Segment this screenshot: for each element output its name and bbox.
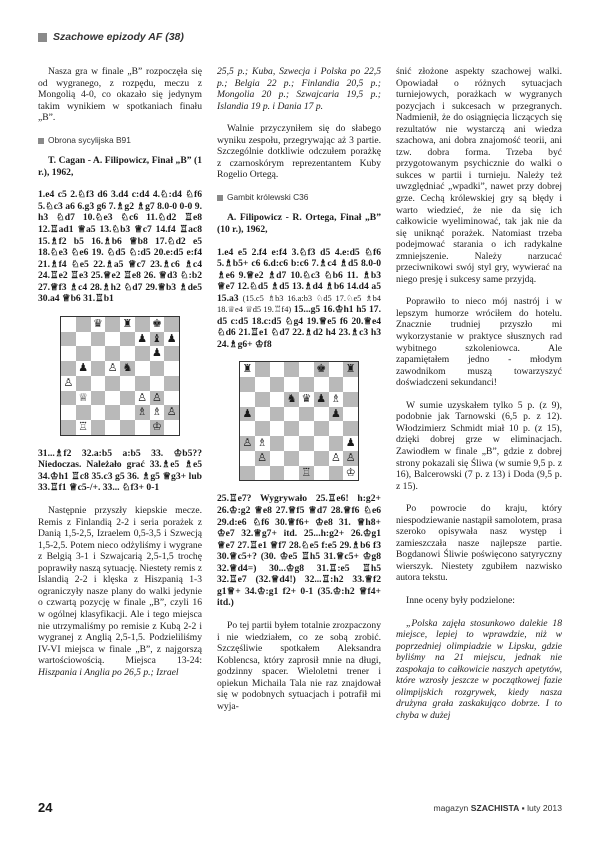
moves-text: 25...h:g2+ 26.♔g1 ♕e7 27.♖e1 ♕f7 28.♘e5 f:e5 29.♗b6 f3 30.♕c5+? (30. ♔e5 ♖h5 31.♕c5+ ♔g8 32.♕d4=) 30...♔g8 31.♖:e5 ♖h5 32.♖e7 (32.♕d4!) 32...♖:h2 33.♕f2 g1♕+ 34.♔:g1 f2+ 0-1 (35.♔:h2 ♕f4+ itd.) — [217, 528, 382, 609]
paragraph: Inne oceny były podzielone: — [406, 594, 515, 606]
board-square: ♛ — [299, 392, 314, 407]
board-square — [343, 377, 358, 392]
chess-diagram-2 — [239, 361, 359, 481]
board-square: ♞ — [284, 392, 299, 407]
board-square: ♟ — [76, 361, 91, 376]
board-square — [135, 376, 150, 391]
paragraph: Po powrocie do kraju, który niespodziewanie nastąpił samolotem, prasa szeroko opisywała nasz występ i zamieszczała nasze najlepsze partie. Bogdanowi Śliwie poświęcono satyryczny wierszyk. Niestety zgubiłem nazwisko autora tekstu. — [396, 503, 562, 584]
board-square: ♜ — [343, 362, 358, 377]
board-square — [76, 405, 91, 420]
board-square — [164, 317, 179, 332]
issue-date: luty 2013 — [527, 803, 562, 813]
board-square — [164, 420, 179, 435]
board-square: ♟ — [343, 436, 358, 451]
board-square — [270, 362, 285, 377]
board-square — [120, 376, 135, 391]
board-square: ♙ — [61, 376, 76, 391]
board-square — [240, 392, 255, 407]
board-square — [105, 346, 120, 361]
board-square: ♙ — [105, 361, 120, 376]
board-square — [105, 405, 120, 420]
board-square — [120, 405, 135, 420]
board-square — [91, 361, 106, 376]
opening-label — [217, 192, 381, 204]
board-square — [270, 392, 285, 407]
board-square: ♗ — [255, 436, 270, 451]
board-square: ♗ — [150, 405, 165, 420]
paragraph: W sumie uzyskałem tylko 5 p. (z 9), podobnie jak Tarnowski (6,5 p. z 12). Włodzimierz Schmidt miał 10 p. (z 15), dzięki dobrej grze w eliminacjach. Zawiodłem w finale „B”, gdzie z dobrej strony pokazali się Śliwa (w sumie 9,5 p. z 16), Balcerowski (7 p. z 13) i Doda (9,5 p. z 15). — [396, 399, 562, 492]
board-square — [270, 436, 285, 451]
square-bullet-icon — [38, 138, 44, 144]
board-square: ♞ — [120, 361, 135, 376]
opening-label-text: Gambit królewski C36 — [227, 191, 309, 202]
board-square — [329, 421, 344, 436]
board-square — [284, 421, 299, 436]
board-square — [61, 317, 76, 332]
board-square: ♙ — [135, 391, 150, 406]
board-square — [255, 466, 270, 481]
board-square — [76, 346, 91, 361]
board-square — [120, 391, 135, 406]
game-continuation: 31...♗f2 32.a:b5 a:b5 33. ♔b5?? Niedoczas. Należało grać 33.♗e5 ♗e5 34.♔h1 ♖c8 35.c3 g5 36. ♗g5 ♕g3+ lub 33.♖f1 ♕c5-/+. 33... ♘f3+ 0-1 — [38, 447, 202, 494]
game-heading: T. Cagan - A. Filipowicz, Finał „B” (1 r.), 1962, — [38, 155, 202, 178]
board-square — [105, 376, 120, 391]
board-square — [105, 317, 120, 332]
board-square — [240, 377, 255, 392]
board-square — [164, 391, 179, 406]
game-heading: A. Filipowicz - R. Ortega, Finał „B” (10 r.), 1962, — [217, 212, 381, 236]
board-square — [329, 377, 344, 392]
board-square — [329, 436, 344, 451]
board-square — [343, 392, 358, 407]
paragraph-emphasis: Hiszpania i Anglia po 26,5 p.; Izrael — [38, 666, 179, 678]
board-square: ♜ — [120, 317, 135, 332]
board-square — [240, 421, 255, 436]
column-2 — [217, 66, 381, 723]
board-square: ♟ — [240, 407, 255, 422]
board-square — [105, 332, 120, 347]
paragraph — [38, 505, 202, 678]
opening-label-text: Obrona sycylijska B91 — [48, 134, 131, 145]
board-square: ♝ — [150, 332, 165, 347]
board-square — [164, 376, 179, 391]
board-square — [299, 421, 314, 436]
moves-note: (15.c5 ♗b3 16.a:b3 ♘d5 17.♘e5 ♗b4 18.♕e4 ♕d5 19.♖f4) — [217, 293, 381, 315]
board-square — [255, 407, 270, 422]
board-square — [61, 391, 76, 406]
board-square — [299, 436, 314, 451]
board-square — [91, 376, 106, 391]
board-square: ♖ — [76, 420, 91, 435]
board-square: ♟ — [150, 346, 165, 361]
separator-square-icon: ▪ — [521, 803, 525, 813]
board-square: ♙ — [240, 436, 255, 451]
board-square — [91, 391, 106, 406]
board-square: ♙ — [329, 451, 344, 466]
paragraph-text: Następnie przyszły kiepskie mecze. Remis z Finlandią 2-2 i seria porażek z Danią 1,5-2,5, Izraelem 0,5-3,5 i Szwecją 1,5-2,5. Potem nieco odżyliśmy i wygrane z Belgią 3-1 i Szwajcarią 2,5-1,5 trochę poprawiły naszą sytuację. Niestety remis z Islandią 2-2 i klęska z Hiszpanią 1-3 ograniczyły nasze plany do walki jedynie o czwartą pozycję w finale „B”, czyli 16 w ogólnej klasyfikacji. Ale i tego miejsca nie utrzymaliśmy po remisie z Kubą 2-2 i wygranej z Anglią 2,5-1,5. Podzieliliśmy IV-VI miejsca w finale „B”, z najgorszą wartościowością. Miejsca 13-24: — [38, 505, 202, 667]
board-square: ♙ — [343, 451, 358, 466]
board-square — [61, 405, 76, 420]
board-square: ♚ — [314, 362, 329, 377]
board-square — [91, 420, 106, 435]
paragraph: Walnie przyczyniłem się do słabego wyniku zespołu, przegrywając aż 3 partie. Szczególnie dotkliwie odczułem porażkę z czarnoskórym reprezentantem Kuby Rogelio Ortegą. — [217, 123, 381, 181]
board-square: ♟ — [135, 332, 150, 347]
quote: „Polska zajęła stosunkowo dalekie 18 miejsce, lepiej to wprawdzie, niż w poprzedniej olimpiadzie w Lipsku, gdzie byliśmy na 21 miejscu, jednak nie zaspokaja to całkowicie naszych apetytów, które wzrosły jeszcze w początkowej fazie olimpijskich rozgrywek, kiedy nasza drużyna grała zaskakująco dobrze. I to chyba w dużej — [396, 617, 562, 721]
board-square — [61, 332, 76, 347]
board-square — [270, 466, 285, 481]
game-moves — [217, 247, 381, 351]
board-square — [284, 451, 299, 466]
board-square: ♔ — [150, 420, 165, 435]
board-square — [329, 466, 344, 481]
board-square — [120, 346, 135, 361]
column-1 — [38, 66, 202, 689]
board-square — [240, 451, 255, 466]
board-square — [314, 466, 329, 481]
board-square — [91, 405, 106, 420]
paragraph: Poprawiło to nieco mój nastrój i w lepszym humorze wróciłem do hotelu. Znacznie trudniej przyszło mi wykorzystanie w praktyce słusznych rad wybitnego szkoleniowca. Ale zapamiętałem jedno - młodym zawodnikom muszą towarzyszyć doświadczeni sekundanci! — [396, 296, 562, 389]
board-square — [91, 346, 106, 361]
board-square — [343, 421, 358, 436]
board-square: ♔ — [343, 466, 358, 481]
board-square — [314, 377, 329, 392]
header-title: Szachowe epizody AF (38) — [53, 31, 184, 43]
board-square — [270, 407, 285, 422]
board-square — [150, 376, 165, 391]
board-square — [91, 332, 106, 347]
board-square: ♙ — [150, 391, 165, 406]
square-bullet-icon — [217, 195, 223, 201]
page-number: 24 — [38, 800, 53, 815]
board-square — [284, 362, 299, 377]
board-square — [135, 346, 150, 361]
board-square: ♟ — [329, 407, 344, 422]
board-square: ♟ — [314, 392, 329, 407]
board-square — [76, 332, 91, 347]
magazine-prefix: magazyn — [433, 803, 469, 813]
header-square-icon — [38, 33, 47, 42]
magazine-footer — [433, 803, 562, 813]
board-square — [61, 346, 76, 361]
opening-label — [38, 135, 202, 147]
board-square — [299, 362, 314, 377]
board-square — [270, 421, 285, 436]
board-square — [314, 436, 329, 451]
board-square — [329, 362, 344, 377]
board-square: ♕ — [76, 391, 91, 406]
board-square — [105, 391, 120, 406]
board-square — [314, 407, 329, 422]
board-square — [270, 451, 285, 466]
board-square: ♙ — [164, 405, 179, 420]
board-square: ♛ — [91, 317, 106, 332]
board-square: ♟ — [164, 332, 179, 347]
paragraph-emphasis: 25,5 p.; Kuba, Szwecja i Polska po 22,5 p.; Belgia 22 p.; Finlandia 20,5 p.; Mongolia 20 p.; Szwajcaria 19,5 p.; Islandia 19 p. i Dania 17 p. — [217, 66, 381, 112]
board-square — [240, 466, 255, 481]
board-square — [120, 420, 135, 435]
board-square — [314, 421, 329, 436]
board-square — [105, 420, 120, 435]
board-square — [120, 332, 135, 347]
chess-diagram-1 — [60, 316, 180, 436]
board-square — [299, 451, 314, 466]
board-square — [150, 361, 165, 376]
board-square — [255, 362, 270, 377]
board-square — [284, 466, 299, 481]
board-square — [284, 377, 299, 392]
board-square — [76, 376, 91, 391]
board-square: ♖ — [299, 466, 314, 481]
game-moves: 1.e4 c5 2.♘f3 d6 3.d4 c:d4 4.♘:d4 ♘f6 5.♘c3 a6 6.g3 g6 7.♗g2 ♗g7 8.0-0 0-0 9. h3 ♘d7 10.♘e3 ♘c6 11.♘d2 ♖e8 12.♖ad1 ♕a5 13.♘b3 ♕c7 14.f4 ♖ac8 15.♗f2 b5 16.♗b6 ♕b8 17.♘d2 e5 18.♘e3 ♘e6 19. ♘d5 ♘:d5 20.e:d5 e:f4 21.♗f4 ♘e5 22.♗a5 ♕c7 23.♗c6 ♗c4 24.♖e2 ♖e3 25.♕e2 ♖e8 26. ♕d3 ♘:b2 27.♕f3 ♗c4 28.♗h2 ♘d7 29.♕b3 ♗de5 30.a4 ♕b6 31.♖b1 — [38, 189, 202, 305]
page-header — [38, 30, 184, 44]
paragraph: Nasza gra w finale „B” rozpoczęła się od wygranego, z rozpędu, meczu z Mongolią 4-0, co okazało się jedynym takim wynikiem w spotkaniach finału „B”. — [38, 66, 202, 124]
board-square: ♗ — [329, 392, 344, 407]
board-square — [61, 420, 76, 435]
board-square — [314, 451, 329, 466]
board-square — [135, 420, 150, 435]
board-square — [284, 407, 299, 422]
board-square — [76, 317, 91, 332]
board-square: ♗ — [135, 405, 150, 420]
board-square: ♙ — [255, 451, 270, 466]
paragraph: Po tej partii byłem totalnie zrozpaczony i nie wiedziałem, co ze sobą zrobić. Szczęśliwie spotkałem Aleksandra Koblencsa, który zaprosił mnie na długi, godzinny spacer. Wieloletni trener i opiekun Michaila Tala nie raz znajdował się w podobnych sytuacjach i potrafił mi wyja- — [217, 619, 381, 712]
board-square — [61, 361, 76, 376]
board-square — [270, 377, 285, 392]
board-square — [164, 361, 179, 376]
moves-text: 1.e4 e5 2.f4 e:f4 3.♘f3 d5 4.e:d5 ♘f6 5.♗b5+ c6 6.d:c6 b:c6 7.♗c4 ♗d5 8.0-0 ♗e6 9.♕e2 ♗d7 10.♘c3 ♘b6 11. ♗b3 ♕e7 12.♘d5 ♗d5 13.♗d4 ♗b6 14.d4 a5 15.a3 — [217, 246, 381, 304]
board-square: ♚ — [150, 317, 165, 332]
board-square — [164, 346, 179, 361]
board-square — [255, 421, 270, 436]
board-square — [284, 436, 299, 451]
column-3 — [396, 66, 562, 732]
board-square — [255, 377, 270, 392]
paragraph: śnić złożone aspekty szachowej walki. Opowiadał o różnych sytuacjach turniejowych, porażkach w wygranych pozycjach i sukcesach w przegranych. Nadmienił, że do osiągnięcia liczących się rezultatów nie wystarczą ani wiedza szachowa, ani dobra znajomość teorii, ani tzw. dobra forma. Trzeba być przygotowanym psychicznie do walki o sukces w partii i turnieju. Należy też uwzględniać „wpadki”, nawet przy dobrej grze. Cechą królewskiej gry są błędy i warto wiedzieć, że nie da się ich całkowicie wyeliminować, tak jak nie da się uniknąć porażek. Natomiast trzeba podejmować starania o ich radykalne zmniejszenie. Należy narzucać przeciwnikowi swój styl gry, wywierać na niego presję i sukcesy same przyjdą. — [396, 66, 562, 285]
board-square — [135, 361, 150, 376]
magazine-name: SZACHISTA — [470, 803, 520, 813]
board-square — [255, 392, 270, 407]
moves-text: 15...g5 16.♔h1 h5 17. d5 c:d5 18.c:d5 ♘g4 19.♕e5 f6 20.♕e4 ♘d6 21.♖e1 ♘d7 22.♗d2 h4 23.♗c3 h3 24.♗g6+ ♔f8 — [217, 304, 381, 350]
board-square — [343, 407, 358, 422]
board-square — [299, 407, 314, 422]
board-square: ♜ — [240, 362, 255, 377]
board-square — [299, 377, 314, 392]
game-continuation — [217, 493, 381, 608]
moves-text: 25.♖e7? Wygrywało 25.♖e6! h:g2+ 26.♔:g2 ♕e8 27.♕f5 ♕d7 28.♕f6 ♘e6 29.d:e6 ♘f6 30.♕f6+ ♔e8 31. ♕h8+ ♔e7 32.♕g7+ itd. — [217, 493, 381, 540]
board-square — [135, 317, 150, 332]
